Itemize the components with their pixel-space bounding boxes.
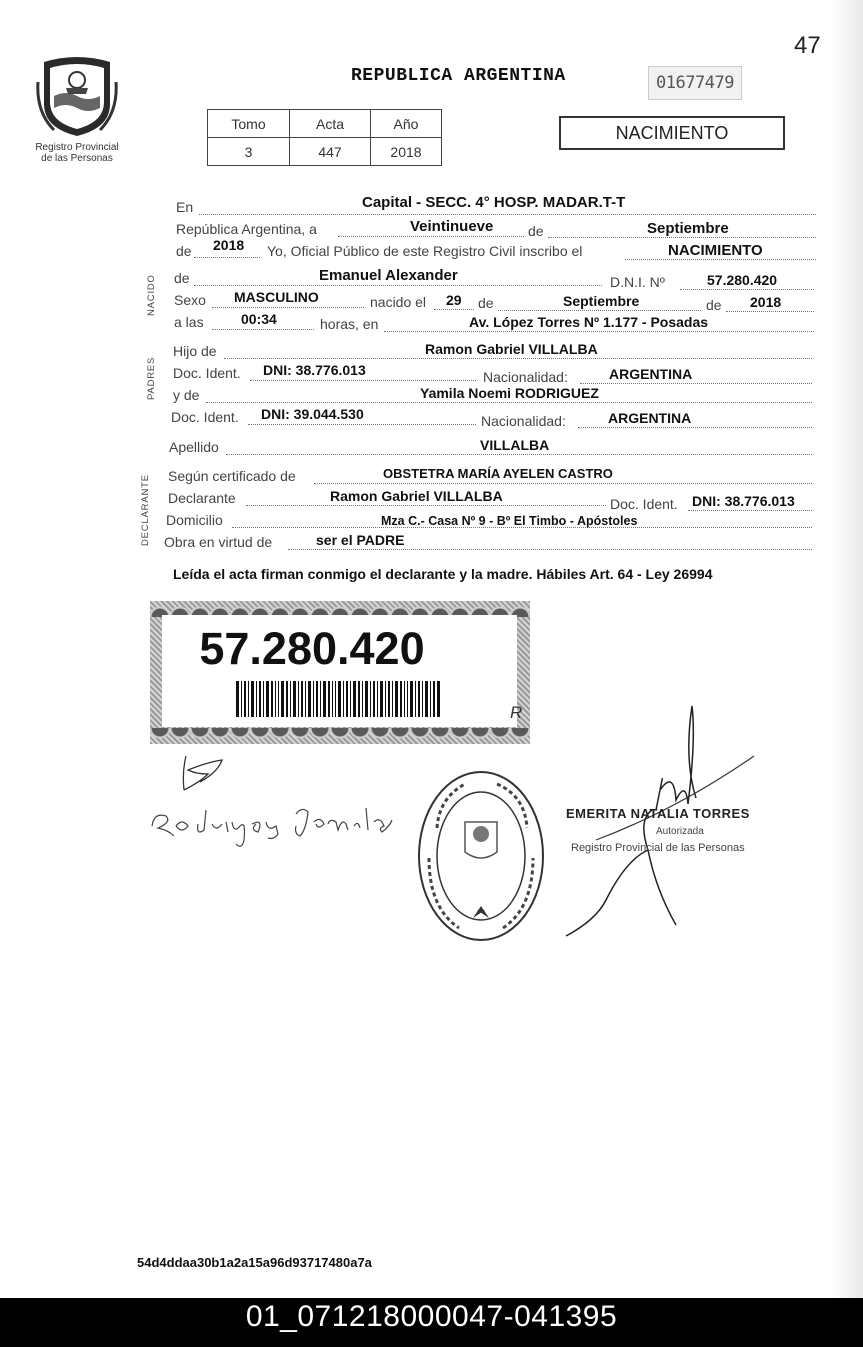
label-hours: horas, en bbox=[320, 316, 379, 332]
label-at: a las bbox=[174, 314, 204, 330]
record-table-tomo-value: 3 bbox=[208, 138, 290, 166]
side-label-born: NACIDO bbox=[146, 274, 157, 316]
label-address: Domicilio bbox=[166, 512, 223, 528]
official-role: Autorizada bbox=[656, 826, 704, 837]
record-kind-box: NACIMIENTO bbox=[559, 116, 785, 150]
birth-place: Av. López Torres Nº 1.177 - Posadas bbox=[469, 314, 709, 330]
dotted-line bbox=[578, 427, 812, 428]
label-sex: Sexo bbox=[174, 292, 206, 308]
dotted-line bbox=[434, 309, 474, 310]
registry-stamp-icon bbox=[415, 768, 547, 944]
child-dni: 57.280.420 bbox=[707, 272, 778, 288]
country-title: REPUBLICA ARGENTINA bbox=[351, 66, 566, 86]
side-label-declarant: DECLARANTE bbox=[140, 474, 151, 546]
dni-strip-number: 57.280.420 bbox=[199, 623, 425, 674]
page-number: 47 bbox=[794, 32, 821, 59]
declarant-doc: DNI: 38.776.013 bbox=[692, 493, 795, 509]
label-born: nacido el bbox=[370, 294, 427, 310]
label-dni: D.N.I. Nº bbox=[610, 274, 665, 290]
closing-note: Leída el acta firman conmigo el declarante y la madre. Hábiles Art. 64 - Ley 26994 bbox=[173, 566, 713, 582]
dotted-line bbox=[548, 237, 816, 238]
label-de: de bbox=[528, 223, 544, 239]
dotted-line bbox=[625, 259, 816, 260]
dni-label-box bbox=[162, 615, 523, 727]
strip-wave-pattern bbox=[150, 728, 530, 744]
label-inscribe: Yo, Oficial Público de este Registro Civil inscribo el bbox=[267, 243, 583, 259]
footer-code: 01_071218000047-041395 bbox=[245, 1300, 618, 1333]
record-table-acta-value: 447 bbox=[290, 138, 371, 166]
dotted-line bbox=[212, 307, 364, 308]
label-surname: Apellido bbox=[169, 439, 219, 455]
label-de-birth: de bbox=[478, 295, 494, 311]
registry-caption-line-2: de las Personas bbox=[41, 153, 113, 164]
label-son-of: Hijo de bbox=[173, 343, 217, 359]
record-table bbox=[207, 109, 442, 166]
label-doc-declarant: Doc. Ident. bbox=[610, 496, 678, 512]
dotted-line bbox=[194, 257, 260, 258]
mother-doc: DNI: 39.044.530 bbox=[261, 406, 364, 422]
dotted-line bbox=[498, 310, 701, 311]
side-label-parents: PADRES bbox=[146, 356, 157, 400]
dotted-line bbox=[680, 289, 814, 290]
label-de-year: de bbox=[176, 243, 192, 259]
dotted-line bbox=[250, 380, 476, 381]
label-nationality-father: Nacionalidad: bbox=[483, 369, 568, 385]
registration-year: 2018 bbox=[213, 237, 245, 253]
label-de-birth-year: de bbox=[706, 297, 722, 313]
declarant-address: Mza C.- Casa Nº 9 - Bº El Timbo - Apóstoles bbox=[381, 514, 638, 528]
province-seal-icon bbox=[36, 52, 118, 138]
registration-month: Septiembre bbox=[647, 220, 729, 237]
official-name: EMERITA NATALIA TORRES bbox=[566, 806, 750, 821]
serial-number: 01677479 bbox=[648, 66, 742, 100]
record-table-header-ano: Año bbox=[371, 110, 442, 138]
declarant-name: Ramon Gabriel VILLALBA bbox=[330, 488, 503, 504]
record-table-header-tomo: Tomo bbox=[208, 110, 290, 138]
birth-day: 29 bbox=[446, 292, 462, 308]
dotted-line bbox=[226, 454, 812, 455]
document-hash: 54d4ddaa30b1a2a15a96d93717480a7a bbox=[137, 1255, 372, 1270]
declarant-signature bbox=[178, 752, 230, 796]
dotted-line bbox=[338, 236, 524, 237]
declarant-role: ser el PADRE bbox=[316, 532, 405, 548]
mother-nationality: ARGENTINA bbox=[608, 410, 692, 426]
dotted-line bbox=[194, 285, 602, 286]
dotted-line bbox=[248, 424, 476, 425]
registry-caption-line-1: Registro Provincial bbox=[35, 142, 119, 153]
dotted-line bbox=[688, 510, 812, 511]
father-name: Ramon Gabriel VILLALBA bbox=[425, 341, 598, 357]
mother-signature bbox=[146, 796, 400, 852]
label-certificate: Según certificado de bbox=[168, 468, 296, 484]
dotted-line bbox=[288, 549, 812, 550]
child-surname: VILLALBA bbox=[480, 437, 550, 453]
record-table-header-acta: Acta bbox=[290, 110, 371, 138]
official-office: Registro Provincial de las Personas bbox=[571, 842, 745, 854]
label-doc-father: Doc. Ident. bbox=[173, 365, 241, 381]
dotted-line bbox=[246, 505, 606, 506]
dotted-line bbox=[199, 214, 816, 215]
dotted-line bbox=[224, 358, 812, 359]
dotted-line bbox=[726, 311, 814, 312]
record-table-ano-value: 2018 bbox=[371, 138, 442, 166]
label-doc-mother: Doc. Ident. bbox=[171, 409, 239, 425]
label-de-child: de bbox=[174, 270, 190, 286]
page-edge-shadow bbox=[833, 0, 863, 1298]
birth-time: 00:34 bbox=[241, 311, 277, 327]
label-nationality-mother: Nacionalidad: bbox=[481, 413, 566, 429]
certificate-by: OBSTETRA MARÍA AYELEN CASTRO bbox=[383, 466, 613, 481]
dotted-line bbox=[314, 483, 812, 484]
label-acting: Obra en virtud de bbox=[164, 534, 273, 550]
label-declarant: Declarante bbox=[168, 490, 236, 506]
mother-name: Yamila Noemi RODRIGUEZ bbox=[420, 385, 599, 401]
label-en: En bbox=[176, 199, 194, 215]
dotted-line bbox=[206, 402, 812, 403]
registration-event: NACIMIENTO bbox=[668, 242, 763, 259]
father-doc: DNI: 38.776.013 bbox=[263, 362, 366, 378]
father-nationality: ARGENTINA bbox=[609, 366, 693, 382]
registered-mark: R bbox=[510, 703, 523, 722]
dotted-line bbox=[580, 383, 812, 384]
registration-place: Capital - SECC. 4° HOSP. MADAR.T-T bbox=[362, 194, 626, 211]
registry-caption bbox=[18, 142, 136, 164]
registration-day: Veintinueve bbox=[410, 218, 494, 235]
child-name: Emanuel Alexander bbox=[319, 267, 458, 284]
label-republic: República Argentina, a bbox=[176, 221, 317, 237]
child-sex: MASCULINO bbox=[234, 289, 319, 305]
birth-year: 2018 bbox=[750, 294, 782, 310]
birth-month: Septiembre bbox=[563, 293, 640, 309]
barcode-icon bbox=[236, 681, 440, 717]
label-and-of: y de bbox=[173, 387, 200, 403]
dotted-line bbox=[212, 329, 314, 330]
dotted-line bbox=[384, 331, 814, 332]
